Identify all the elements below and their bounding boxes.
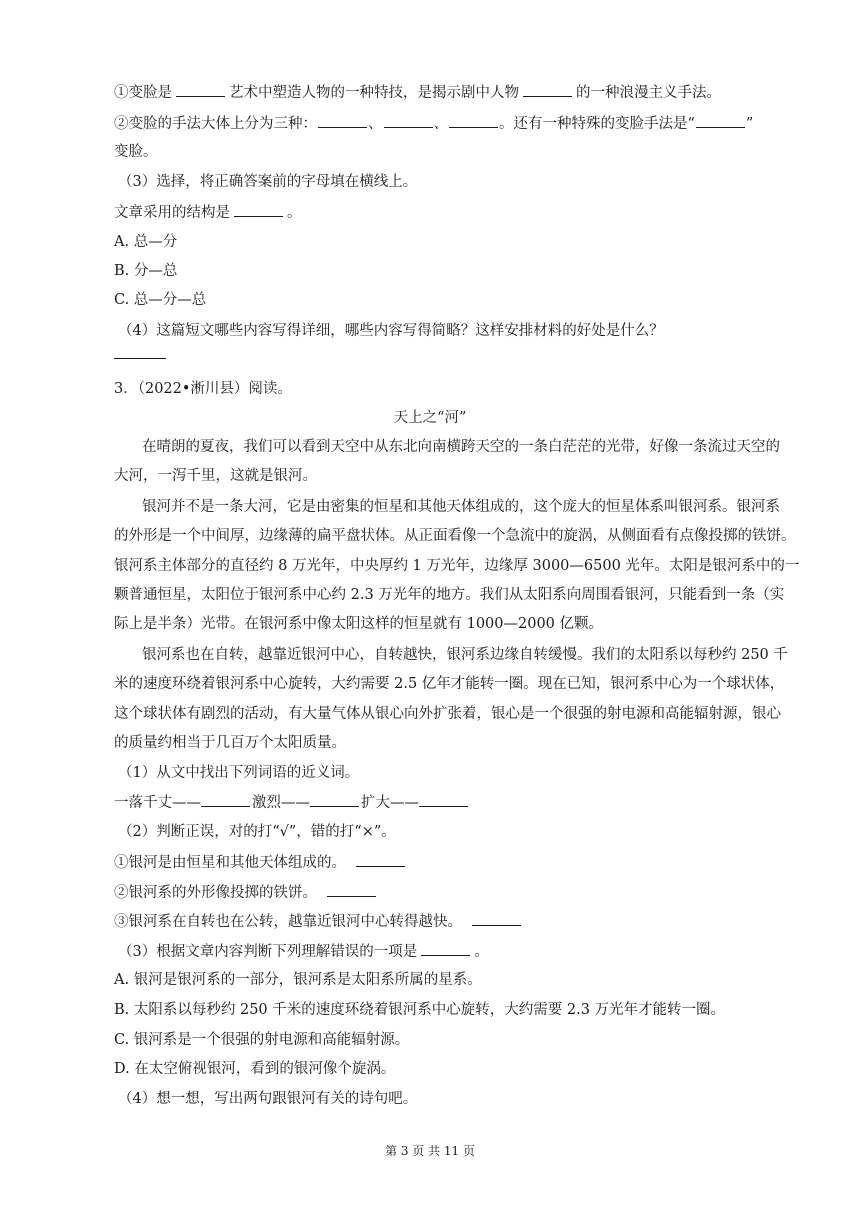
q2-subquestion-3-stem	[114, 202, 302, 223]
q2-item2-text-a: ②变脸的手法大体上分为三种：	[114, 116, 317, 132]
para1-line: 在晴朗的夏夜，我们可以看到天空中从东北向南横跨天空的一条白茫茫的光带，好像一条流过天空的	[142, 439, 780, 455]
para2-line: 银河系主体部分的直径约 8 万光年，中央厚约 1 万光年，边缘厚 3000—6500 光年。太阳是银河系中的一	[114, 558, 800, 574]
judge-item	[114, 852, 409, 873]
option-c: C. 总—分—总	[114, 292, 207, 308]
q2-item1-text-b: 艺术中塑造人物的一种特技，是揭示剧中人物	[229, 85, 519, 101]
q2-subquestion-3: （3）选择，将正确答案前的字母填在横线上。	[118, 174, 418, 190]
option-d: D. 在太空俯视银河，看到的银河像个旋涡。	[114, 1061, 396, 1077]
option-c: C. 银河系是一个很强的射电源和高能辐射源。	[114, 1032, 410, 1048]
answer-blank[interactable]	[384, 113, 433, 128]
answer-blank[interactable]	[696, 113, 745, 128]
answer-blank[interactable]	[327, 882, 376, 897]
para2-line: 银河并不是一条大河，它是由密集的恒星和其他天体组成的，这个庞大的恒星体系叫银河系。银河系	[142, 499, 780, 515]
judge-text: ③银河系在自转也在公转，越靠近银河中心转得越快。	[114, 914, 462, 930]
judge-item	[114, 911, 525, 932]
para3-line: 银河系也在自转，越靠近银河中心，自转越快，银河系边缘自转缓慢。我们的太阳系以每秒约 250 千	[142, 647, 788, 663]
stem-text: 文章采用的结构是	[114, 205, 230, 221]
answer-blank[interactable]	[234, 202, 283, 217]
q2-subquestion-4: （4）这篇短文哪些内容写得详细，哪些内容写得简略？这样安排材料的好处是什么？	[118, 323, 664, 339]
answer-blank[interactable]	[356, 852, 405, 867]
q3-subquestion-2: （2）判断正误，对的打“√”，错的打“×”。	[118, 824, 396, 840]
judge-text: ②银河系的外形像投掷的铁饼。	[114, 885, 317, 901]
q2-item2-sep: 、	[433, 116, 448, 132]
answer-blank[interactable]	[201, 792, 250, 807]
q2-item2	[114, 113, 753, 134]
answer-blank[interactable]	[419, 792, 468, 807]
q2-item1	[114, 82, 721, 103]
para3-line: 米的速度环绕着银河系中心旋转，大约需要 2.5 亿年才能转一圈。现在已知，银河系中心为一个球状体，	[114, 676, 785, 692]
option-a: A. 银河是银河系的一部分，银河系是太阳系所属的星系。	[114, 972, 482, 988]
judge-item	[114, 882, 380, 903]
para1-line: 大河，一泻千里，这就是银河。	[114, 468, 317, 484]
para3-line: 这个球状体有剧烈的活动，有大量气体从银心向外扩张着，银心是一个很强的射电源和高能辐射源，银心	[114, 706, 781, 722]
q2-subquestion-4-answer	[114, 344, 166, 365]
q2-item2-text-b: 。还有一种特殊的变脸手法是“	[499, 116, 695, 132]
para2-line: 的外形是一个中间厚，边缘薄的扁平盘状体。从正面看像一个急流中的旋涡，从侧面看有点像投掷的铁饼。	[114, 528, 796, 544]
answer-blank[interactable]	[310, 792, 359, 807]
para2-line: 际上是半条）光带。在银河系中像太阳这样的恒星就有 1000—2000 亿颗。	[114, 616, 604, 632]
answer-blank[interactable]	[523, 82, 572, 97]
option-a: A. 总—分	[114, 234, 178, 250]
option-b: B. 太阳系以每秒约 250 千米的速度环绕着银河系中心旋转，大约需要 2.3 万光年才能转一圈。	[114, 1002, 726, 1018]
q2-item2-text-c: ”	[745, 116, 754, 132]
passage-title: 天上之“河”	[393, 410, 467, 426]
page-footer: 第 3 页 共 11 页	[385, 1144, 475, 1158]
synonym-row	[114, 792, 468, 813]
answer-blank[interactable]	[318, 113, 367, 128]
stem-text: （3）根据文章内容判断下列理解错误的一项是	[118, 944, 418, 960]
q3-heading: 3．（2022•淅川县）阅读。	[114, 381, 292, 397]
answer-blank[interactable]	[176, 82, 225, 97]
q3-subquestion-1: （1）从文中找出下列词语的近义词。	[118, 765, 360, 781]
q2-item2-continuation: 变脸。	[114, 144, 158, 160]
answer-blank[interactable]	[449, 113, 498, 128]
stem-end: 。	[287, 205, 302, 221]
para2-line: 颗普通恒星，太阳位于银河系中心约 2.3 万光年的地方。我们从太阳系向周围看银河，只能看到一条（实	[114, 587, 785, 603]
q3-subquestion-4: （4）想一想，写出两句跟银河有关的诗句吧。	[118, 1091, 418, 1107]
stem-end: 。	[474, 944, 489, 960]
option-b: B. 分—总	[114, 263, 178, 279]
answer-blank[interactable]	[472, 911, 521, 926]
synonym-word: 扩大——	[361, 795, 419, 811]
answer-blank[interactable]	[421, 941, 470, 956]
para3-line: 的质量约相当于几百万个太阳质量。	[114, 735, 346, 751]
judge-text: ①银河是由恒星和其他天体组成的。	[114, 855, 346, 871]
q2-item1-text-a: ①变脸是	[114, 85, 172, 101]
q2-item2-sep: 、	[368, 116, 383, 132]
synonym-word: 一落千丈——	[114, 795, 201, 811]
synonym-word: 激烈——	[252, 795, 310, 811]
q3-subquestion-3	[118, 941, 489, 962]
answer-blank[interactable]	[114, 344, 166, 359]
q2-item1-text-c: 的一种浪漫主义手法。	[576, 85, 721, 101]
